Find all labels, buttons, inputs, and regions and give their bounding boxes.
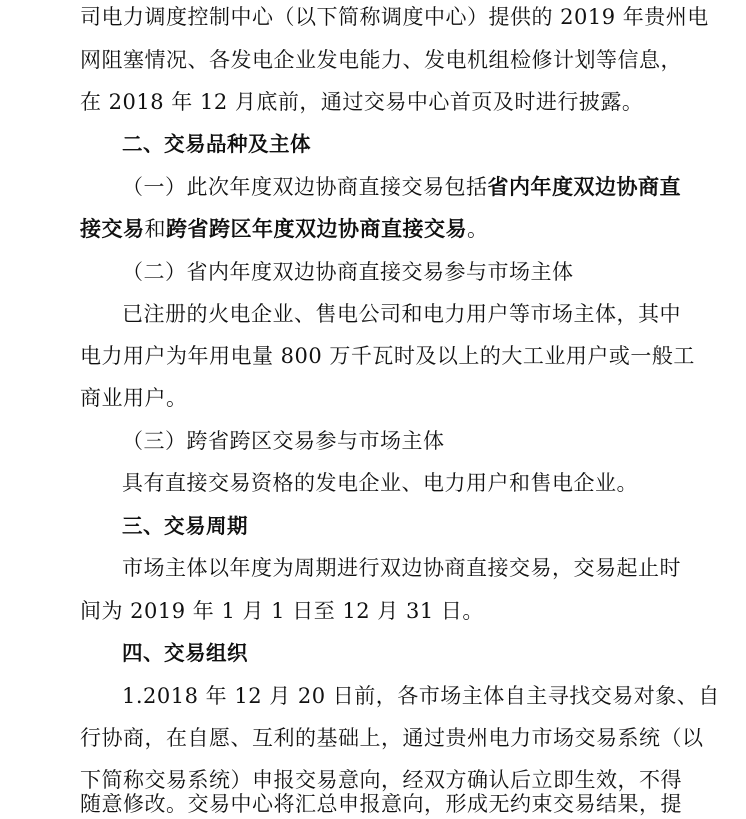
text-run: 。: [467, 217, 489, 241]
paragraph-line: 商业用户。: [80, 386, 188, 410]
paragraph-line: 随意修改。交易中心将汇总申报意向，形成无约束交易结果，提: [80, 792, 682, 816]
emphasis-text: 接交易: [80, 216, 145, 241]
paragraph-line: 市场主体以年度为周期进行双边协商直接交易，交易起止时: [122, 556, 681, 580]
paragraph-line: 司电力调度控制中心（以下简称调度中心）提供的 2019 年贵州电: [80, 5, 709, 29]
paragraph-line: 在 2018 年 12 月底前，通过交易中心首页及时进行披露。: [80, 90, 644, 114]
text-run: （一）此次年度双边协商直接交易包括: [122, 175, 488, 199]
paragraph-line: 电力用户为年用电量 800 万千瓦时及以上的大工业用户或一般工: [80, 344, 695, 368]
paragraph-line: [80, 214, 730, 244]
paragraph-line: 具有直接交易资格的发电企业、电力用户和售电企业。: [122, 471, 638, 495]
paragraph-line: 间为 2019 年 1 月 1 日至 12 月 31 日。: [80, 599, 484, 623]
section-heading: 二、交易品种及主体: [122, 132, 311, 156]
section-heading: 三、交易周期: [122, 514, 248, 538]
paragraph-line: 已注册的火电企业、售电公司和电力用户等市场主体，其中: [122, 302, 681, 326]
section-heading: 四、交易组织: [122, 641, 248, 665]
paragraph-line: [122, 172, 732, 202]
subsection-heading: （三）跨省跨区交易参与市场主体: [122, 429, 445, 453]
paragraph-line: 行协商，在自愿、互利的基础上，通过贵州电力市场交易系统（以: [80, 726, 704, 750]
emphasis-text: 跨省跨区年度双边协商直接交易: [166, 216, 467, 241]
emphasis-text: 省内年度双边协商直: [487, 174, 681, 199]
text-run: 和: [144, 217, 166, 241]
paragraph-line: 1.2018 年 12 月 20 日前，各市场主体自主寻找交易对象、自: [122, 684, 720, 708]
paragraph-line: 下简称交易系统）申报交易意向，经双方确认后立即生效，不得: [80, 768, 682, 792]
subsection-heading: （二）省内年度双边协商直接交易参与市场主体: [122, 260, 574, 284]
paragraph-line: 网阻塞情况、各发电企业发电能力、发电机组检修计划等信息，: [80, 48, 682, 72]
